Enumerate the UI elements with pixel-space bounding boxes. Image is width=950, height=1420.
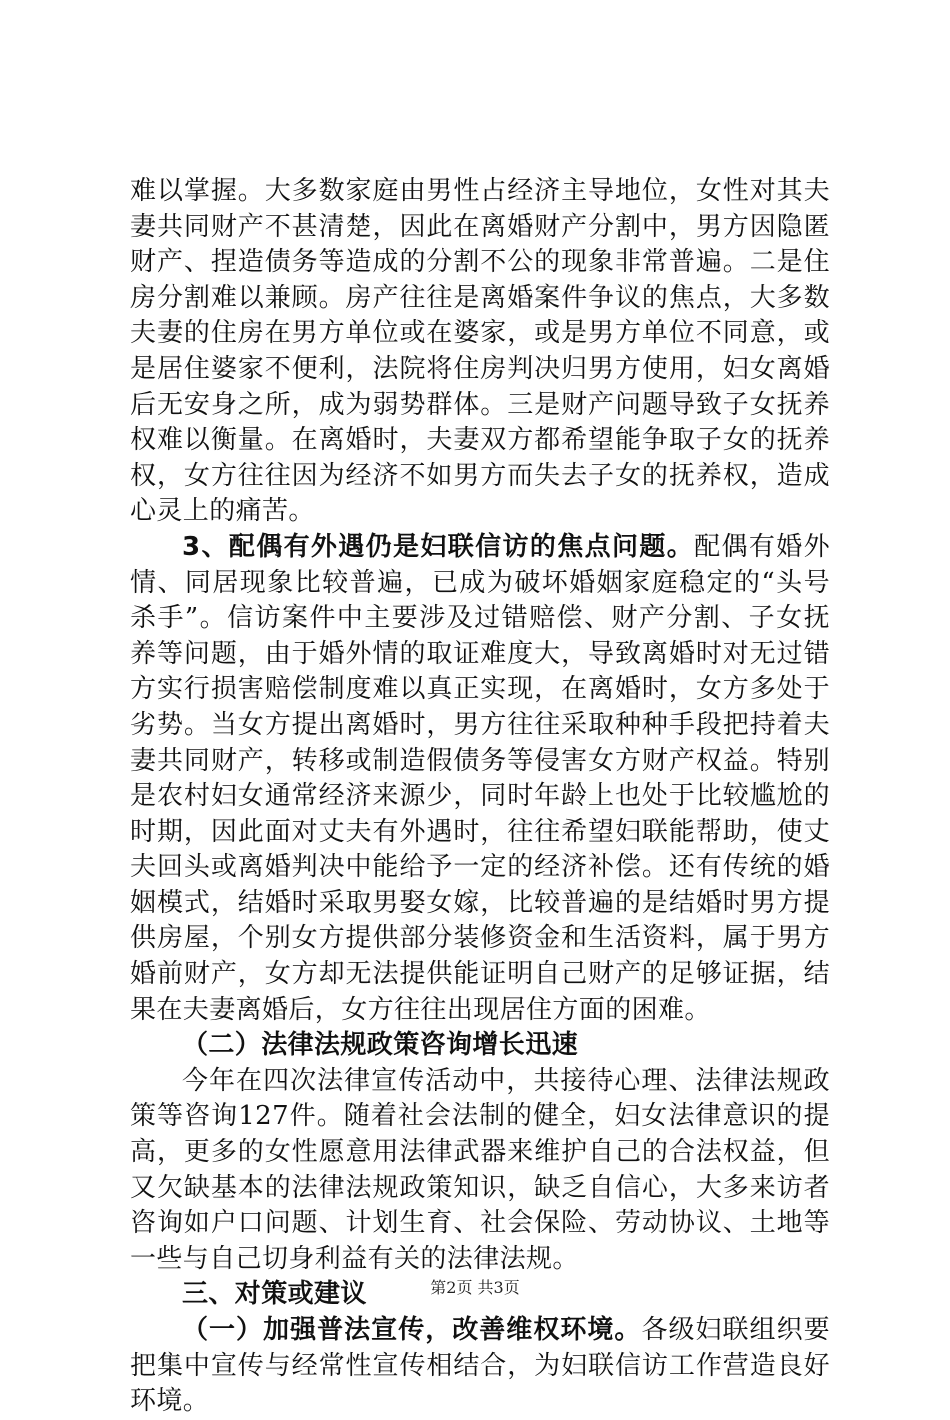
paragraph-legal-publicity	[130, 1313, 830, 1420]
paragraph-text: 今年在四次法律宣传活动中，共接待心理、法律法规政策等咨询127件。随着社会法制的健全，妇女法律意识的提高，更多的女性愿意用法律武器来维护自己的合法权益，但又欠缺基本的法律法规政策知识，缺乏自信心，大多来访者咨询如户口问题、计划生育、社会保险、劳动协议、土地等一些与自己切身利益有关的法律法规。	[130, 1065, 830, 1274]
document-body	[130, 174, 830, 1420]
paragraph-consultation	[130, 1064, 830, 1278]
section-heading: 三、对策或建议	[182, 1279, 367, 1310]
paragraph-spouse-affair	[130, 530, 830, 1028]
paragraph-text: 难以掌握。大多数家庭由男性占经济主导地位，女性对其夫妻共同财产不甚清楚，因此在离婚财产分割中，男方因隐匿财产、捏造债务等造成的分割不公的现象非常普遍。二是住房分割难以兼顾。房产往往是离婚案件争议的焦点，大多数夫妻的住房在男方单位或在婆家，或是男方单位不同意，或是居住婆家不便利，法院将住房判决归男方使用，妇女离婚后无安身之所，成为弱势群体。三是财产问题导致子女抚养权难以衡量。在离婚时，夫妻双方都希望能争取子女的抚养权，女方往往因为经济不如男方而失去子女的抚养权，造成心灵上的痛苦。	[130, 176, 830, 527]
section-heading-consultation	[130, 1028, 830, 1064]
paragraph-text: 配偶有婚外情、同居现象比较普遍，已成为破坏婚姻家庭稳定的“头号杀手”。信访案件中主要涉及过错赔偿、财产分割、子女抚养等问题，由于婚外情的取证难度大，导致离婚时对无过错方实行损害赔偿制度难以真正实现，在离婚时，女方多处于劣势。当女方提出离婚时，男方往往采取种种手段把持着夫妻共同财产，转移或制造假债务等侵害女方财产权益。特别是农村妇女通常经济来源少，同时年龄上也处于比较尴尬的时期，因此面对丈夫有外遇时，往往希望妇联能帮助，使丈夫回头或离婚判决中能给予一定的经济补偿。还有传统的婚姻模式，结婚时采取男娶女嫁，比较普遍的是结婚时男方提供房屋，个别女方提供部分装修资金和生活资料，属于男方婚前财产，女方却无法提供能证明自己财产的足够证据，结果在夫妻离婚后，女方往往出现居住方面的困难。	[130, 531, 830, 1025]
section-heading: （二）法律法规政策咨询增长迅速	[182, 1030, 579, 1061]
paragraph-heading: （一）加强普法宣传，改善维权环境。	[182, 1315, 642, 1345]
page-number: 第2页 共3页	[430, 1278, 520, 1297]
page-footer	[0, 1275, 950, 1298]
paragraph-heading: 3、配偶有外遇仍是妇联信访的焦点问题。	[182, 531, 695, 562]
paragraph-property-division	[130, 174, 830, 530]
paragraph-text: 各级妇联组织要把集中宣传与经常性宣传相结合，为妇联信访工作营造良好环境。	[130, 1315, 830, 1417]
